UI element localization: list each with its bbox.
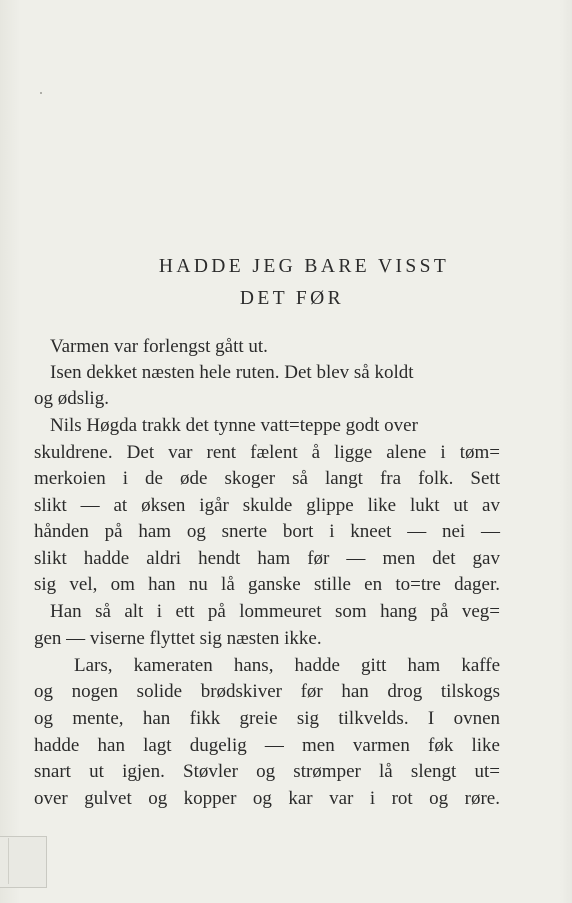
body-line-5: skuldrene. Det var rent fælent å ligge alene i tøm= <box>34 442 500 463</box>
body-line-18: over gulvet og kopper og kar var i rot og røre. <box>34 788 500 809</box>
body-line-6: merkoien i de øde skoger så langt fra folk. Sett <box>34 468 500 489</box>
body-line-10: sig vel, om han nu lå ganske stille en to=tre dager. <box>34 574 500 595</box>
body-line-1: Varmen var forlengst gått ut. <box>50 336 268 357</box>
body-line-12: gen — viserne flyttet sig næsten ikke. <box>34 628 322 649</box>
body-line-3: og ødslig. <box>34 388 109 409</box>
body-line-14: og nogen solide brødskiver før han drog tilskogs <box>34 681 500 702</box>
body-line-9: slikt hadde aldri hendt ham før — men det gav <box>34 548 500 569</box>
body-line-4: Nils Høgda trakk det tynne vatt=teppe godt over <box>50 415 418 436</box>
body-line-8: hånden på ham og snerte bort i kneet — nei — <box>34 521 500 542</box>
paper-speck <box>40 92 42 94</box>
chapter-title-line-1: HADDE JEG BARE VISST <box>158 256 450 277</box>
body-line-17: snart ut igjen. Støvler og strømper lå slengt ut= <box>34 761 500 782</box>
body-line-11: Han så alt i ett på lommeuret som hang på veg= <box>50 601 500 622</box>
body-line-15: og mente, han fikk greie sig tilkvelds. I ovnen <box>34 708 500 729</box>
body-line-13: Lars, kameraten hans, hadde gitt ham kaffe <box>74 655 500 676</box>
chapter-title-line-2: DET FØR <box>239 288 345 309</box>
body-line-7: slikt — at øksen igår skulde glippe like lukt ut av <box>34 495 500 516</box>
body-line-16: hadde han lagt dugelig — men varmen føk like <box>34 735 500 756</box>
body-line-2: Isen dekket næsten hele ruten. Det blev så koldt <box>50 362 414 383</box>
scan-edge-line <box>8 838 9 884</box>
